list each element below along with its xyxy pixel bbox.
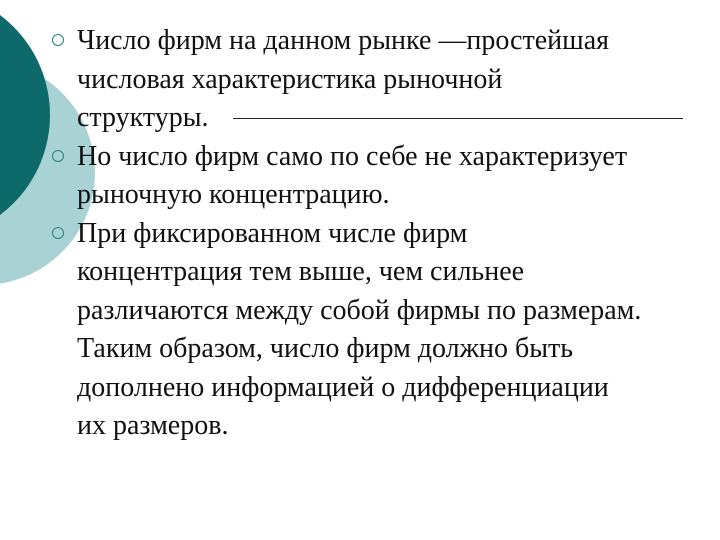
bullet-item-1 — [50, 22, 720, 138]
bullet-item-2 — [50, 138, 720, 215]
bullet-3-line-4: Таким образом, число фирм должно быть — [77, 333, 574, 364]
bullet-1-line-3: структуры. — [77, 102, 209, 133]
bullet-3-line-1: При фиксированном числе фирм — [77, 217, 468, 249]
hollow-circle-bullet-icon — [52, 34, 64, 46]
bullet-2-line-1: Но число фирм само по себе не характеризует — [77, 140, 628, 172]
bullet-1-line-2: числовая характеристика рыночной — [77, 63, 503, 95]
horizontal-rule — [233, 118, 683, 119]
bullet-3-line-2: концентрация тем выше, чем сильнее — [77, 256, 525, 287]
slide-content — [50, 22, 720, 446]
bullet-3-line-3: различаются между собой фирмы по размерам. — [77, 294, 642, 326]
bullet-item-3 — [50, 215, 720, 446]
bullet-1-line-1: Число фирм на данном рынке —простейшая — [77, 25, 609, 56]
hollow-circle-bullet-icon — [52, 227, 64, 239]
hollow-circle-bullet-icon — [52, 150, 64, 162]
bullet-3-line-5: дополнено информацией о дифференциации — [77, 371, 609, 403]
bullet-3-line-6: их размеров. — [77, 410, 229, 441]
bullet-2-line-2: рыночную концентрацию. — [77, 179, 390, 210]
